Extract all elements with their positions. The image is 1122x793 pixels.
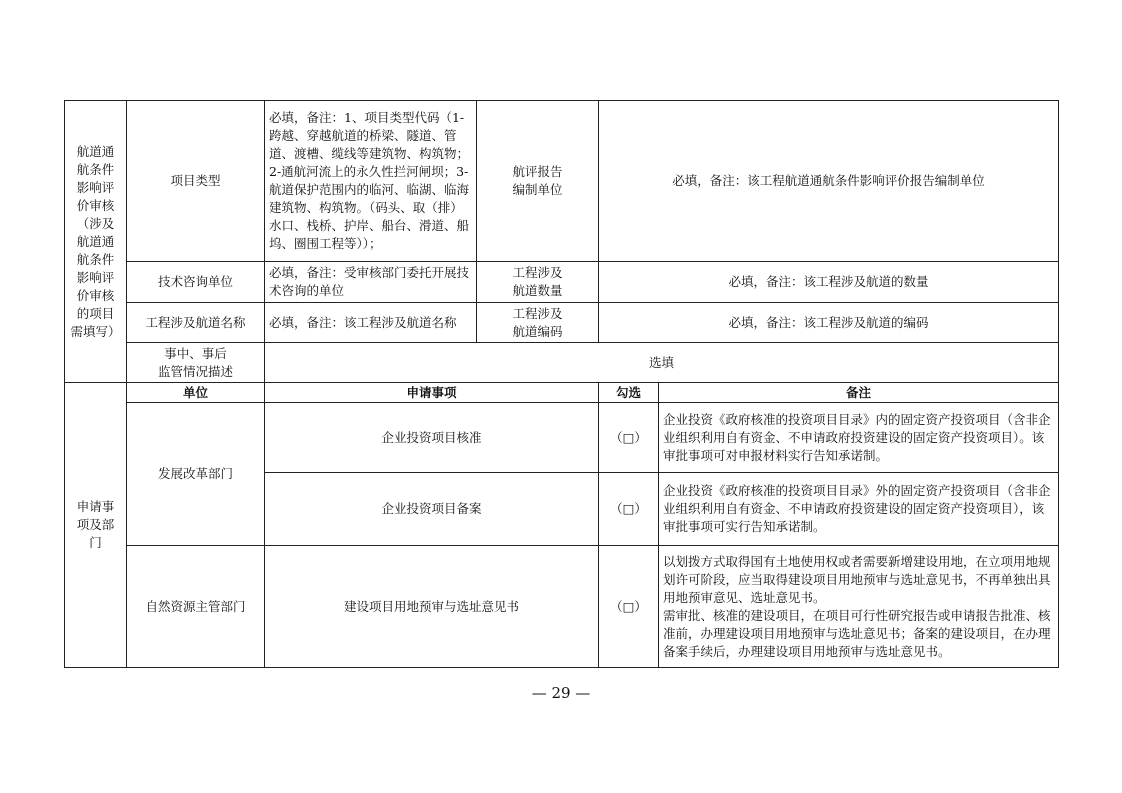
item-investment-filing: 企业投资项目备案: [265, 473, 599, 546]
field-label-supervision: 事中、事后 监管情况描述: [127, 343, 265, 383]
field-label-waterway-count: 工程涉及 航道数量: [477, 262, 599, 303]
column-header-item: 申请事项: [265, 383, 599, 403]
field-value-report-unit: 必填，备注：该工程航道通航条件影响评价报告编制单位: [599, 101, 1059, 262]
field-value-waterway-code: 必填，备注：该工程涉及航道的编码: [599, 303, 1059, 343]
checkbox-land-preexamination[interactable]: （□）: [599, 546, 659, 668]
field-label-tech-consulting: 技术咨询单位: [127, 262, 265, 303]
field-value-waterway-count: 必填，备注：该工程涉及航道的数量: [599, 262, 1059, 303]
unit-natural-resources: 自然资源主管部门: [127, 546, 265, 668]
table-row: [65, 403, 1059, 473]
checkbox-investment-approval[interactable]: （□）: [599, 403, 659, 473]
item-land-preexamination: 建设项目用地预审与选址意见书: [265, 546, 599, 668]
field-label-report-unit: 航评报告 编制单位: [477, 101, 599, 262]
note-land-preexamination: 以划拨方式取得国有土地使用权或者需要新增建设用地，在立项用地规划许可阶段，应当取得建设项目用地预审与选址意见书，不再单独出具用地预审意见、选址意见书。 需审批、核准的建设项目，在项目可行性研究报告或申请报告批准、核准前，办理建设项目用地预审与选址意见书；备案的建设项目，在办理备案手续后，办理建设项目用地预审与选址意见书。: [659, 546, 1059, 668]
field-label-waterway-name: 工程涉及航道名称: [127, 303, 265, 343]
column-header-note: 备注: [659, 383, 1059, 403]
field-value-waterway-name: 必填，备注：该工程涉及航道名称: [265, 303, 477, 343]
table-row: [65, 546, 1059, 668]
category-label-application-items: 申请事 项及部 门: [65, 383, 127, 668]
column-header-check: 勾选: [599, 383, 659, 403]
table-row: [65, 101, 1059, 262]
note-investment-filing: 企业投资《政府核准的投资项目目录》外的固定资产投资项目（含非企业组织利用自有资金、不申请政府投资建设的固定资产投资项目），该审批事项可实行告知承诺制。: [659, 473, 1059, 546]
category-label-navigation-assessment: 航道通 航条件 影响评 价审核 （涉及 航道通 航条件 影响评 价审核 的项目 需填写）: [65, 101, 127, 383]
column-header-unit: 单位: [127, 383, 265, 403]
field-value-supervision: 选填: [265, 343, 1059, 383]
table-row: [65, 262, 1059, 303]
table-row: [65, 343, 1059, 383]
table-header-row: [65, 383, 1059, 403]
field-value-tech-consulting: 必填，备注：受审核部门委托开展技术咨询的单位: [265, 262, 477, 303]
note-investment-approval: 企业投资《政府核准的投资项目目录》内的固定资产投资项目（含非企业组织利用自有资金、不申请政府投资建设的固定资产投资项目）。该审批事项可对申报材料实行告知承诺制。: [659, 403, 1059, 473]
checkbox-investment-filing[interactable]: （□）: [599, 473, 659, 546]
table-row: [65, 303, 1059, 343]
application-form-table: [64, 100, 1059, 668]
field-label-waterway-code: 工程涉及 航道编码: [477, 303, 599, 343]
page-number: — 29 —: [531, 684, 591, 702]
field-label-project-type: 项目类型: [127, 101, 265, 262]
field-value-project-type: 必填，备注：1、项目类型代码（1-跨越、穿越航道的桥梁、隧道、管道、渡槽、缆线等建筑物、构筑物；2-通航河流上的永久性拦河闸坝；3-航道保护范围内的临河、临湖、临海建筑物、构筑物。（码头、取（排）水口、栈桥、护岸、船台、滑道、船坞、圈围工程等））；: [265, 101, 477, 262]
item-investment-approval: 企业投资项目核准: [265, 403, 599, 473]
unit-development-reform: 发展改革部门: [127, 403, 265, 546]
